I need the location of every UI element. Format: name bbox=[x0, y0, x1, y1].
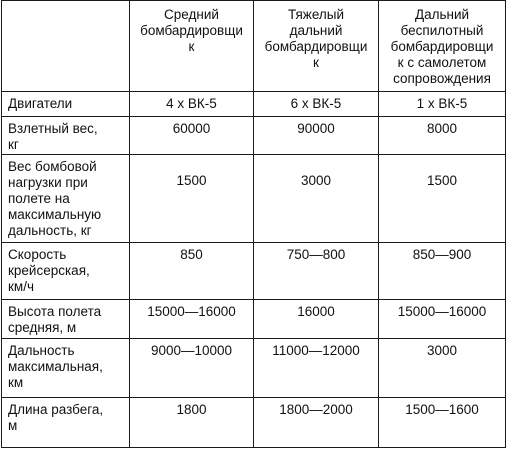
bomber-specs-table bbox=[1, 0, 506, 448]
row-label: Двигатели bbox=[2, 92, 130, 117]
table-cell: 9000—10000 bbox=[130, 339, 254, 398]
table-header-row bbox=[2, 1, 506, 92]
table-cell: 850 bbox=[130, 243, 254, 300]
table-cell: 1500—1600 bbox=[379, 398, 506, 448]
table-cell: 6 х ВК-5 bbox=[254, 92, 379, 117]
table-cell: 750—800 bbox=[254, 243, 379, 300]
table-row bbox=[2, 398, 506, 448]
row-label: Вес бомбовой нагрузки при полете на максимальную дальность, кг bbox=[2, 155, 130, 243]
table-cell: 1500 bbox=[379, 155, 506, 243]
table-row bbox=[2, 243, 506, 300]
table-cell: 90000 bbox=[254, 117, 379, 155]
table-row bbox=[2, 117, 506, 155]
table-cell: 1500 bbox=[130, 155, 254, 243]
table-cell: 1800—2000 bbox=[254, 398, 379, 448]
table-cell: 850—900 bbox=[379, 243, 506, 300]
table-cell: 3000 bbox=[254, 155, 379, 243]
table-row bbox=[2, 300, 506, 339]
table-cell: 16000 bbox=[254, 300, 379, 339]
table-cell: 8000 bbox=[379, 117, 506, 155]
row-label: Дальность максимальная, км bbox=[2, 339, 130, 398]
table-cell: 3000 bbox=[379, 339, 506, 398]
header-cell-heavy-bomber: Тяжелый дальний бомбардировщи к bbox=[254, 1, 379, 92]
table-cell: 15000—16000 bbox=[379, 300, 506, 339]
table-cell: 1 х ВК-5 bbox=[379, 92, 506, 117]
table-row bbox=[2, 155, 506, 243]
row-label: Скорость крейсерская, км/ч bbox=[2, 243, 130, 300]
header-cell-empty bbox=[2, 1, 130, 92]
row-label: Высота полета средняя, м bbox=[2, 300, 130, 339]
header-cell-unmanned-bomber: Дальний беспилотный бомбардировщи к с самолетом сопровождения bbox=[379, 1, 506, 92]
table-row bbox=[2, 92, 506, 117]
row-label: Длина разбега, м bbox=[2, 398, 130, 448]
table-cell: 4 х ВК-5 bbox=[130, 92, 254, 117]
header-cell-medium-bomber: Средний бомбардировщи к bbox=[130, 1, 254, 92]
table-cell: 15000—16000 bbox=[130, 300, 254, 339]
table-cell: 60000 bbox=[130, 117, 254, 155]
table-cell: 1800 bbox=[130, 398, 254, 448]
table-row bbox=[2, 339, 506, 398]
table-cell: 11000—12000 bbox=[254, 339, 379, 398]
row-label: Взлетный вес, кг bbox=[2, 117, 130, 155]
